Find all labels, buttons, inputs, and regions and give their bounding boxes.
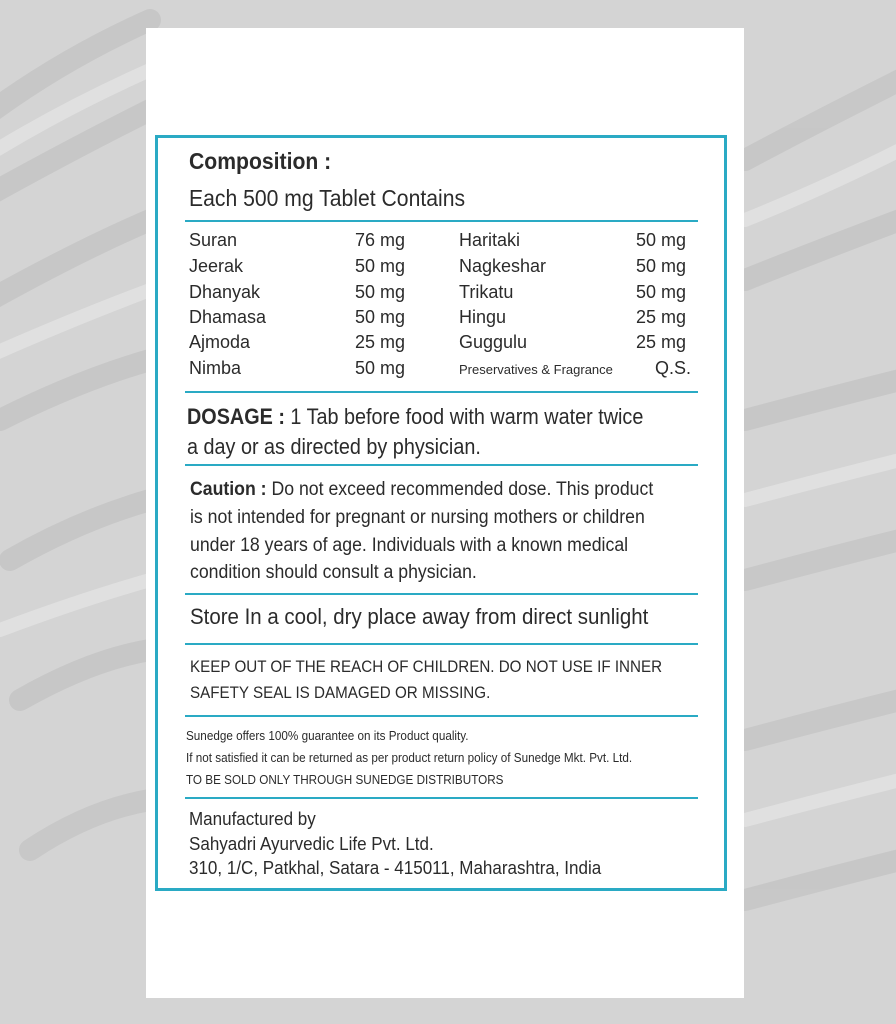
ingredient-qty: 25 mg — [636, 307, 687, 327]
ingredient-name: Guggulu — [459, 332, 528, 352]
composition-title: Composition : — [189, 148, 332, 174]
ingredient-name: Trikatu — [459, 282, 514, 302]
dosage-text: 1 Tab before food with warm water twice — [290, 404, 644, 429]
ingredient-name: Preservatives & Fragrance — [459, 362, 613, 377]
divider — [185, 715, 698, 717]
ingredient-qty: 25 mg — [636, 332, 687, 352]
caution-line-3: under 18 years of age. Individuals with a known medical — [190, 535, 629, 556]
storage-instruction: Store In a cool, dry place away from direct sunlight — [190, 604, 649, 629]
ingredient-qty: 50 mg — [355, 307, 406, 327]
guarantee-line-1: Sunedge offers 100% guarantee on its Product quality. — [186, 728, 469, 743]
ingredient-qty: 76 mg — [355, 230, 406, 250]
manufacturer-label: Manufactured by — [189, 808, 316, 829]
ingredient-name: Nimba — [189, 358, 242, 378]
ingredient-name: Dhanyak — [189, 282, 261, 302]
ingredient-qty: 50 mg — [636, 230, 687, 250]
manufacturer-name: Sahyadri Ayurvedic Life Pvt. Ltd. — [189, 833, 434, 854]
divider — [185, 593, 698, 595]
guarantee-line-2: If not satisfied it can be returned as per product return policy of Sunedge Mkt. Pvt. Ltd. — [186, 750, 633, 765]
caution-text: Do not exceed recommended dose. This product — [271, 479, 654, 500]
divider — [185, 464, 698, 466]
divider — [185, 643, 698, 645]
warning-line-2: SAFETY SEAL IS DAMAGED OR MISSING. — [190, 684, 491, 702]
manufacturer-address: 310, 1/C, Patkhal, Satara - 415011, Maharashtra, India — [189, 857, 602, 878]
ingredient-name: Nagkeshar — [459, 256, 547, 276]
caution-line-4: condition should consult a physician. — [190, 562, 477, 583]
ingredient-qty: 50 mg — [355, 256, 406, 276]
ingredient-name: Ajmoda — [189, 332, 251, 352]
ingredient-qty: 25 mg — [355, 332, 406, 352]
ingredient-name: Dhamasa — [189, 307, 267, 327]
ingredient-qty: 50 mg — [355, 358, 406, 378]
ingredient-qty: 50 mg — [636, 282, 687, 302]
divider — [185, 797, 698, 799]
divider — [185, 220, 698, 222]
ingredient-name: Hingu — [459, 307, 507, 327]
caution-label: Caution : — [190, 479, 267, 500]
dosage-line-1 — [187, 404, 643, 430]
dosage-line-2: a day or as directed by physician. — [187, 434, 481, 459]
ingredient-qty: 50 mg — [355, 282, 406, 302]
ingredient-name: Haritaki — [459, 230, 521, 250]
dosage-label: DOSAGE : — [187, 404, 285, 429]
composition-subtitle: Each 500 mg Tablet Contains — [189, 185, 466, 211]
warning-line-1: KEEP OUT OF THE REACH OF CHILDREN. DO NOT USE IF INNER — [190, 658, 663, 676]
guarantee-line-3: TO BE SOLD ONLY THROUGH SUNEDGE DISTRIBUTORS — [186, 772, 504, 787]
ingredient-qty: Q.S. — [655, 358, 692, 378]
caution-line-2: is not intended for pregnant or nursing mothers or children — [190, 507, 645, 528]
divider — [185, 391, 698, 393]
caution-line-1 — [190, 479, 653, 501]
ingredient-name: Suran — [189, 230, 238, 250]
ingredient-name: Jeerak — [189, 256, 244, 276]
ingredient-qty: 50 mg — [636, 256, 687, 276]
